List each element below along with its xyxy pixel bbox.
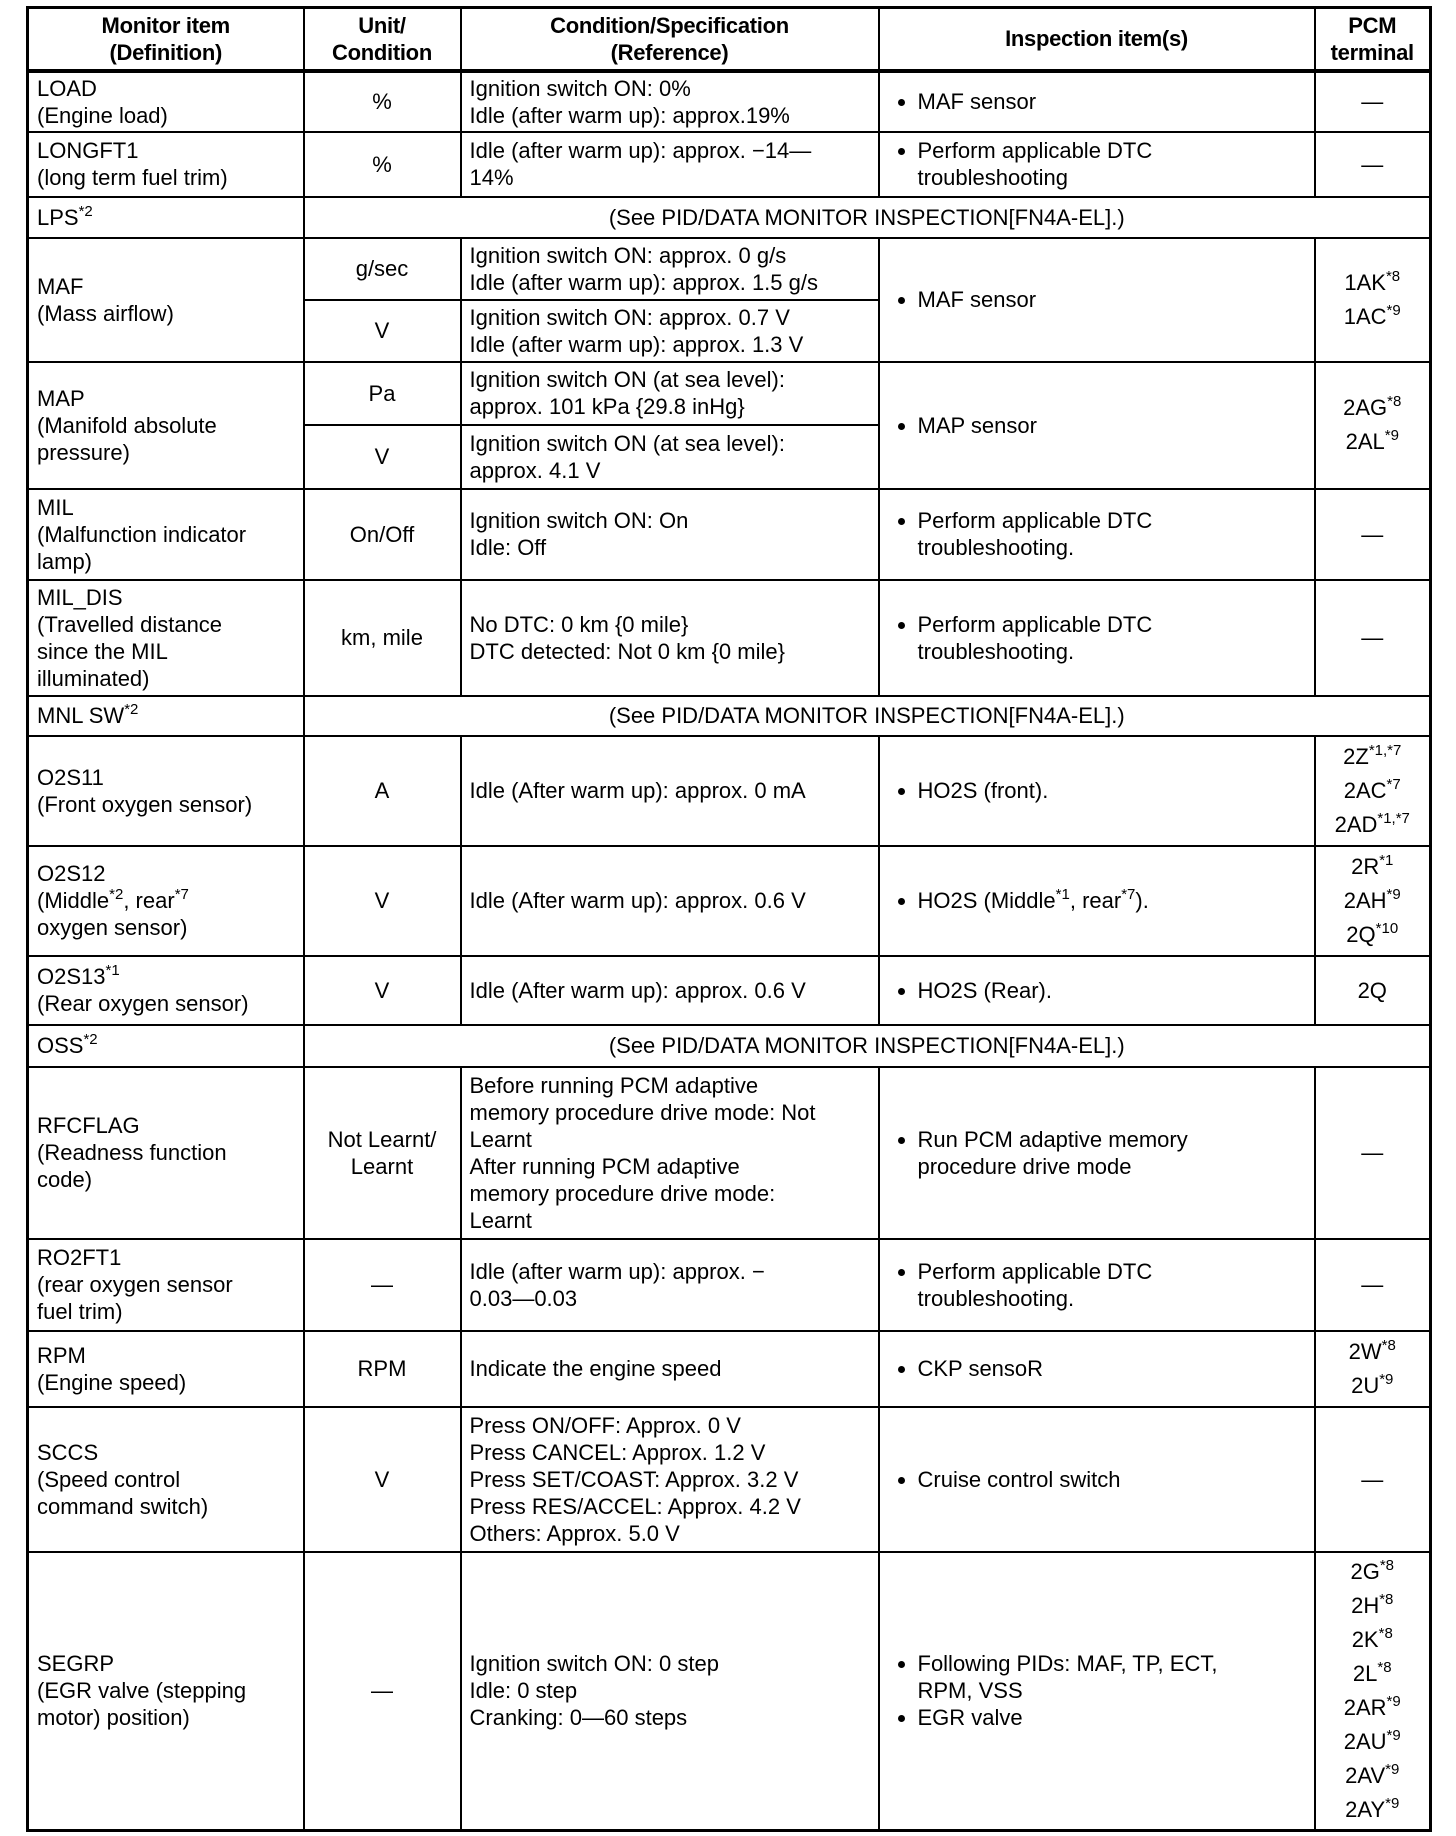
- header-unit: Unit/ Condition: [304, 8, 461, 71]
- footnote: *9: [1385, 1760, 1400, 1778]
- inspection-item: • Perform applicable DTC troubleshooting.: [918, 611, 1306, 665]
- terminal-id: 2AH: [1343, 887, 1387, 913]
- footnote: *8: [1377, 1658, 1392, 1676]
- condition: Idle (after warm up): approx. −14— 14%: [461, 132, 879, 197]
- item-text: (Rear oxygen sensor): [37, 991, 249, 1016]
- footnote: *9: [1385, 1794, 1400, 1812]
- condition: Idle (After warm up): approx. 0.6 V: [461, 846, 879, 956]
- footnote: *9: [1386, 1726, 1401, 1744]
- monitor-item: O2S11 (Front oxygen sensor): [28, 736, 304, 846]
- footnote: *2: [109, 886, 124, 903]
- condition: Indicate the engine speed: [461, 1331, 879, 1407]
- pcm-terminal: [1315, 238, 1431, 362]
- inspection: [879, 71, 1315, 132]
- terminal-id: 2W: [1348, 1338, 1382, 1364]
- pcm-terminal-entry: [1324, 850, 1422, 884]
- condition: Ignition switch ON: approx. 0.7 V Idle (after warm up): approx. 1.3 V: [461, 300, 879, 362]
- inspection-item: • HO2S (Rear).: [918, 977, 1306, 1004]
- inspection-text: , rear: [1069, 888, 1122, 913]
- monitor-item: MIL (Malfunction indicator lamp): [28, 489, 304, 580]
- inspection-item: • CKP sensoR: [918, 1355, 1306, 1382]
- monitor-item: SEGRP (EGR valve (stepping motor) position): [28, 1552, 304, 1831]
- footnote: *7: [1386, 775, 1401, 793]
- unit: km, mile: [304, 580, 461, 696]
- table-row: [28, 956, 1431, 1025]
- inspection: [879, 362, 1315, 489]
- inspection-item: • Perform applicable DTC troubleshooting.: [918, 1258, 1306, 1312]
- monitor-item: MAF (Mass airflow): [28, 238, 304, 362]
- inspection: [879, 238, 1315, 362]
- monitor-item: LONGFT1 (long term fuel trim): [28, 132, 304, 197]
- footnote: *2: [83, 1031, 98, 1048]
- inspection-item: • Following PIDs: MAF, TP, ECT, RPM, VSS: [918, 1650, 1306, 1704]
- inspection-item: • MAF sensor: [918, 88, 1306, 115]
- unit: RPM: [304, 1331, 461, 1407]
- header-condition: Condition/Specification (Reference): [461, 8, 879, 71]
- pcm-terminal: —: [1315, 132, 1431, 197]
- footnote: *7: [1121, 886, 1136, 903]
- pcm-terminal: [1315, 846, 1431, 956]
- pcm-terminal: [1315, 1552, 1431, 1831]
- table-row: [28, 362, 1431, 425]
- condition: Before running PCM adaptive memory procedure drive mode: Not Learnt After running PCM adaptive memory procedure drive mode: Learnt: [461, 1067, 879, 1239]
- inspection: [879, 489, 1315, 580]
- footnote: *8: [1379, 1590, 1394, 1608]
- inspection: [879, 736, 1315, 846]
- inspection-item: • MAP sensor: [918, 412, 1306, 439]
- table-row: [28, 71, 1431, 132]
- pcm-terminal-entry: [1324, 774, 1422, 808]
- inspection-text: ).: [1135, 888, 1149, 913]
- see-reference: (See PID/DATA MONITOR INSPECTION[FN4A-EL].): [304, 197, 1431, 238]
- terminal-id: 2AD: [1334, 811, 1378, 837]
- pcm-terminal-entry: [1324, 1369, 1422, 1403]
- table-row: [28, 238, 1431, 300]
- table-row: [28, 1407, 1431, 1552]
- table-row: [28, 1239, 1431, 1331]
- terminal-id: 2K: [1351, 1626, 1379, 1652]
- pcm-terminal: —: [1315, 71, 1431, 132]
- condition: Ignition switch ON: approx. 0 g/s Idle (after warm up): approx. 1.5 g/s: [461, 238, 879, 300]
- pcm-terminal-entry: [1324, 1793, 1422, 1827]
- table-row: [28, 846, 1431, 956]
- table-row: [28, 696, 1431, 736]
- item-name: OSS: [37, 1033, 84, 1058]
- inspection: [879, 132, 1315, 197]
- unit: V: [304, 846, 461, 956]
- item-text: , rear: [123, 888, 175, 913]
- terminal-id: 1AK: [1344, 269, 1386, 295]
- inspection-item: • MAF sensor: [918, 286, 1306, 313]
- pcm-terminal: —: [1315, 1239, 1431, 1331]
- unit: V: [304, 300, 461, 362]
- monitor-item: SCCS (Speed control command switch): [28, 1407, 304, 1552]
- unit: g/sec: [304, 238, 461, 300]
- item-name: O2S13: [37, 964, 106, 989]
- header-row: [28, 8, 1431, 71]
- pcm-terminal: —: [1315, 489, 1431, 580]
- monitor-item: [28, 846, 304, 956]
- terminal-id: 2AC: [1343, 777, 1387, 803]
- pcm-terminal-entry: [1324, 1623, 1422, 1657]
- footnote: *2: [124, 701, 139, 718]
- footnote: *9: [1384, 427, 1399, 444]
- terminal-id: 2R: [1351, 853, 1380, 879]
- pcm-terminal-entry: [1324, 266, 1422, 300]
- footnote: *9: [1386, 301, 1401, 319]
- inspection-item: • EGR valve: [918, 1704, 1306, 1731]
- monitor-item: LOAD (Engine load): [28, 71, 304, 132]
- inspection-item: [918, 887, 1306, 914]
- monitor-item: RFCFLAG (Readness function code): [28, 1067, 304, 1239]
- table-row: [28, 1552, 1431, 1831]
- terminal-id: 2AU: [1343, 1728, 1387, 1754]
- pcm-terminal: —: [1315, 1407, 1431, 1552]
- monitor-item: MAP (Manifold absolute pressure): [28, 362, 304, 489]
- pcm-terminal-entry: [1324, 1725, 1422, 1759]
- footnote: *1,*7: [1377, 809, 1410, 827]
- inspection-item: • HO2S (front).: [918, 777, 1306, 804]
- unit: —: [304, 1552, 461, 1831]
- terminal-id: 2Z: [1343, 743, 1369, 769]
- condition: Idle (after warm up): approx. − 0.03—0.03: [461, 1239, 879, 1331]
- pcm-terminal-entry: [1324, 425, 1422, 459]
- pcm-terminal-entry: [1324, 918, 1422, 952]
- condition: No DTC: 0 km {0 mile} DTC detected: Not 0 km {0 mile}: [461, 580, 879, 696]
- unit: V: [304, 956, 461, 1025]
- unit: —: [304, 1239, 461, 1331]
- table-row: [28, 1025, 1431, 1067]
- unit: V: [304, 1407, 461, 1552]
- condition: Ignition switch ON: 0 step Idle: 0 step Cranking: 0—60 steps: [461, 1552, 879, 1831]
- see-reference: (See PID/DATA MONITOR INSPECTION[FN4A-EL].): [304, 1025, 1431, 1067]
- item-name: MNL SW: [37, 703, 125, 728]
- pcm-terminal-entry: [1324, 1691, 1422, 1725]
- inspection-item: • Run PCM adaptive memory procedure drive mode: [918, 1126, 1306, 1180]
- footnote: *8: [1385, 267, 1401, 285]
- pcm-terminal: [1315, 736, 1431, 846]
- inspection: [879, 1239, 1315, 1331]
- monitor-item: [28, 696, 304, 736]
- inspection: [879, 1552, 1315, 1831]
- inspection-item: • Perform applicable DTC troubleshooting: [918, 137, 1306, 191]
- footnote: *8: [1379, 1556, 1395, 1574]
- terminal-id: 2H: [1351, 1592, 1380, 1618]
- inspection: [879, 1067, 1315, 1239]
- pcm-terminal: [1315, 1331, 1431, 1407]
- footnote: *7: [174, 886, 189, 903]
- pcm-terminal: —: [1315, 1067, 1431, 1239]
- monitor-item: [28, 1025, 304, 1067]
- pcm-terminal-entry: [1324, 1759, 1422, 1793]
- footnote: *9: [1379, 1370, 1394, 1388]
- unit: V: [304, 425, 461, 489]
- terminal-id: 1AC: [1343, 303, 1387, 329]
- pid-monitor-table: [26, 6, 1432, 1832]
- inspection-text: HO2S (Middle: [917, 888, 1056, 913]
- monitor-item: [28, 956, 304, 1025]
- table-row: [28, 132, 1431, 197]
- footnote: *10: [1375, 919, 1399, 937]
- pcm-terminal-entry: [1324, 300, 1422, 334]
- item-text: (Middle: [37, 888, 110, 913]
- condition: Ignition switch ON: On Idle: Off: [461, 489, 879, 580]
- condition: Idle (After warm up): approx. 0.6 V: [461, 956, 879, 1025]
- item-name: LPS: [37, 204, 79, 230]
- pcm-terminal-entry: [1324, 884, 1422, 918]
- unit: %: [304, 71, 461, 132]
- footnote: *1: [1055, 886, 1070, 903]
- pcm-terminal: 2Q: [1315, 956, 1431, 1025]
- monitor-item: RPM (Engine speed): [28, 1331, 304, 1407]
- terminal-id: 2AL: [1345, 429, 1385, 454]
- inspection: [879, 846, 1315, 956]
- table-row: [28, 197, 1431, 238]
- inspection-item: • Cruise control switch: [918, 1466, 1306, 1493]
- footnote: *1: [1379, 851, 1394, 869]
- monitor-item: RO2FT1 (rear oxygen sensor fuel trim): [28, 1239, 304, 1331]
- header-pcm-terminal: PCM terminal: [1315, 8, 1431, 71]
- unit: A: [304, 736, 461, 846]
- inspection: [879, 580, 1315, 696]
- condition: Press ON/OFF: Approx. 0 V Press CANCEL: Approx. 1.2 V Press SET/COAST: Approx. 3.2 V Press RES/ACCEL: Approx. 4.2 V Others: Approx. 5.0 V: [461, 1407, 879, 1552]
- footnote: *2: [78, 202, 93, 220]
- inspection: [879, 1407, 1315, 1552]
- pcm-terminal-entry: [1324, 391, 1422, 425]
- terminal-id: 2G: [1350, 1558, 1380, 1584]
- inspection: [879, 956, 1315, 1025]
- terminal-id: 2Q: [1346, 921, 1376, 947]
- footnote: *8: [1378, 1624, 1393, 1642]
- terminal-id: 2AV: [1345, 1762, 1386, 1788]
- pcm-terminal-entry: [1324, 808, 1422, 842]
- footnote: *1: [105, 962, 120, 979]
- pcm-terminal-entry: [1324, 1589, 1422, 1623]
- pcm-terminal-entry: [1324, 1335, 1422, 1369]
- table-row: [28, 1331, 1431, 1407]
- terminal-id: 2AG: [1343, 395, 1388, 420]
- monitor-item: [28, 197, 304, 238]
- monitor-item: MIL_DIS (Travelled distance since the MIL illuminated): [28, 580, 304, 696]
- condition: Ignition switch ON (at sea level): approx. 101 kPa {29.8 inHg}: [461, 362, 879, 425]
- table-row: [28, 489, 1431, 580]
- terminal-id: 2AR: [1343, 1694, 1387, 1720]
- footnote: *9: [1386, 1692, 1401, 1710]
- condition: Ignition switch ON (at sea level): approx. 4.1 V: [461, 425, 879, 489]
- terminal-id: 2L: [1352, 1660, 1378, 1686]
- footnote: *9: [1386, 885, 1401, 903]
- footnote: *8: [1381, 1336, 1396, 1354]
- terminal-id: 2U: [1351, 1372, 1380, 1398]
- inspection: [879, 1331, 1315, 1407]
- pcm-terminal-entry: [1324, 1555, 1422, 1589]
- inspection-item: • Perform applicable DTC troubleshooting.: [918, 507, 1306, 561]
- header-inspection: Inspection item(s): [879, 8, 1315, 71]
- pcm-terminal: [1315, 362, 1431, 489]
- footnote: *1,*7: [1368, 741, 1402, 759]
- footnote: *8: [1387, 393, 1402, 410]
- terminal-id: 2AY: [1345, 1796, 1386, 1822]
- item-text: oxygen sensor): [37, 915, 188, 940]
- condition: Ignition switch ON: 0% Idle (after warm up): approx.19%: [461, 71, 879, 132]
- table-row: [28, 580, 1431, 696]
- unit: %: [304, 132, 461, 197]
- unit: Pa: [304, 362, 461, 425]
- header-monitor-item: Monitor item (Definition): [28, 8, 304, 71]
- pcm-terminal: —: [1315, 580, 1431, 696]
- table-row: [28, 1067, 1431, 1239]
- table-row: [28, 736, 1431, 846]
- condition: Idle (After warm up): approx. 0 mA: [461, 736, 879, 846]
- pcm-terminal-entry: [1324, 740, 1422, 774]
- unit: Not Learnt/ Learnt: [304, 1067, 461, 1239]
- see-reference: (See PID/DATA MONITOR INSPECTION[FN4A-EL].): [304, 696, 1431, 736]
- unit: On/Off: [304, 489, 461, 580]
- item-name: O2S12: [37, 861, 106, 886]
- pcm-terminal-entry: [1324, 1657, 1422, 1691]
